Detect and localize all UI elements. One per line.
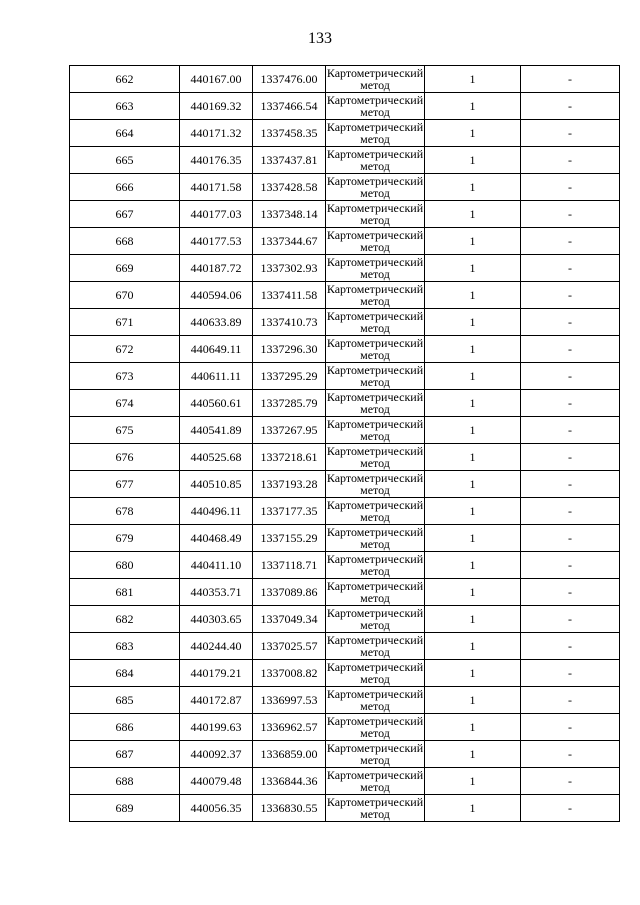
method-line-1: Картометрический (326, 201, 424, 215)
precision-cell: 1 (425, 471, 521, 498)
x-coordinate-cell: 440525.68 (180, 444, 253, 471)
x-coordinate-cell: 440177.03 (180, 201, 253, 228)
method-line-2: метод (360, 105, 390, 119)
x-coordinate-cell: 440167.00 (180, 66, 253, 93)
method-line-2: метод (360, 321, 390, 335)
method-line-2: метод (360, 132, 390, 146)
point-number-cell: 681 (70, 579, 180, 606)
x-coordinate-cell: 440496.11 (180, 498, 253, 525)
method-line-2: метод (360, 159, 390, 173)
point-number-cell: 667 (70, 201, 180, 228)
note-cell: - (521, 390, 620, 417)
note-cell: - (521, 120, 620, 147)
table-row (70, 633, 620, 660)
method-line-1: Картометрический (326, 309, 424, 323)
method-line-2: метод (360, 591, 390, 605)
point-number-cell: 671 (70, 309, 180, 336)
method-line-2: метод (360, 348, 390, 362)
y-coordinate-cell: 1336844.36 (253, 768, 326, 795)
method-line-1: Картометрический (326, 120, 424, 134)
method-line-1: Картометрический (326, 444, 424, 458)
point-number-cell: 682 (70, 606, 180, 633)
precision-cell: 1 (425, 498, 521, 525)
point-number-cell: 668 (70, 228, 180, 255)
y-coordinate-cell: 1337428.58 (253, 174, 326, 201)
method-line-1: Картометрический (326, 147, 424, 161)
table-row (70, 525, 620, 552)
method-line-1: Картометрический (326, 336, 424, 350)
table-row (70, 363, 620, 390)
method-line-2: метод (360, 780, 390, 794)
note-cell: - (521, 363, 620, 390)
method-line-2: метод (360, 753, 390, 767)
y-coordinate-cell: 1337344.67 (253, 228, 326, 255)
point-number-cell: 670 (70, 282, 180, 309)
method-cell (326, 120, 425, 147)
y-coordinate-cell: 1337466.54 (253, 93, 326, 120)
note-cell: - (521, 66, 620, 93)
note-cell: - (521, 660, 620, 687)
table-row (70, 336, 620, 363)
table-row (70, 741, 620, 768)
note-cell: - (521, 579, 620, 606)
table-row (70, 417, 620, 444)
x-coordinate-cell: 440353.71 (180, 579, 253, 606)
x-coordinate-cell: 440169.32 (180, 93, 253, 120)
y-coordinate-cell: 1337348.14 (253, 201, 326, 228)
y-coordinate-cell: 1337295.29 (253, 363, 326, 390)
method-line-1: Картометрический (326, 228, 424, 242)
method-line-1: Картометрический (326, 471, 424, 485)
method-line-2: метод (360, 213, 390, 227)
y-coordinate-cell: 1336962.57 (253, 714, 326, 741)
table-row (70, 660, 620, 687)
method-cell (326, 228, 425, 255)
method-cell (326, 606, 425, 633)
method-cell (326, 498, 425, 525)
table-row (70, 93, 620, 120)
method-line-2: метод (360, 645, 390, 659)
precision-cell: 1 (425, 66, 521, 93)
note-cell: - (521, 687, 620, 714)
y-coordinate-cell: 1337089.86 (253, 579, 326, 606)
method-cell (326, 471, 425, 498)
note-cell: - (521, 282, 620, 309)
point-number-cell: 675 (70, 417, 180, 444)
y-coordinate-cell: 1337458.35 (253, 120, 326, 147)
point-number-cell: 683 (70, 633, 180, 660)
precision-cell: 1 (425, 201, 521, 228)
y-coordinate-cell: 1337296.30 (253, 336, 326, 363)
note-cell: - (521, 471, 620, 498)
method-line-2: метод (360, 726, 390, 740)
method-line-2: метод (360, 456, 390, 470)
table-row (70, 687, 620, 714)
precision-cell: 1 (425, 552, 521, 579)
x-coordinate-cell: 440177.53 (180, 228, 253, 255)
table-row (70, 255, 620, 282)
y-coordinate-cell: 1337437.81 (253, 147, 326, 174)
y-coordinate-cell: 1337267.95 (253, 417, 326, 444)
y-coordinate-cell: 1337285.79 (253, 390, 326, 417)
note-cell: - (521, 174, 620, 201)
table-row (70, 174, 620, 201)
point-number-cell: 678 (70, 498, 180, 525)
x-coordinate-cell: 440560.61 (180, 390, 253, 417)
method-cell (326, 390, 425, 417)
method-line-1: Картометрический (326, 93, 424, 107)
point-number-cell: 687 (70, 741, 180, 768)
method-line-1: Картометрический (326, 579, 424, 593)
precision-cell: 1 (425, 255, 521, 282)
note-cell: - (521, 633, 620, 660)
x-coordinate-cell: 440611.11 (180, 363, 253, 390)
precision-cell: 1 (425, 714, 521, 741)
precision-cell: 1 (425, 444, 521, 471)
method-line-1: Картометрический (326, 768, 424, 782)
method-cell (326, 552, 425, 579)
table-row (70, 147, 620, 174)
point-number-cell: 685 (70, 687, 180, 714)
precision-cell: 1 (425, 633, 521, 660)
point-number-cell: 673 (70, 363, 180, 390)
precision-cell: 1 (425, 606, 521, 633)
x-coordinate-cell: 440594.06 (180, 282, 253, 309)
precision-cell: 1 (425, 336, 521, 363)
method-line-1: Картометрический (326, 417, 424, 431)
method-cell (326, 687, 425, 714)
note-cell: - (521, 417, 620, 444)
method-cell (326, 660, 425, 687)
precision-cell: 1 (425, 741, 521, 768)
y-coordinate-cell: 1336830.55 (253, 795, 326, 822)
point-number-cell: 676 (70, 444, 180, 471)
point-number-cell: 669 (70, 255, 180, 282)
y-coordinate-cell: 1337193.28 (253, 471, 326, 498)
method-line-2: метод (360, 78, 390, 92)
method-cell (326, 525, 425, 552)
note-cell: - (521, 795, 620, 822)
note-cell: - (521, 741, 620, 768)
x-coordinate-cell: 440468.49 (180, 525, 253, 552)
note-cell: - (521, 147, 620, 174)
method-line-2: метод (360, 618, 390, 632)
precision-cell: 1 (425, 795, 521, 822)
point-number-cell: 663 (70, 93, 180, 120)
x-coordinate-cell: 440411.10 (180, 552, 253, 579)
precision-cell: 1 (425, 309, 521, 336)
precision-cell: 1 (425, 525, 521, 552)
method-line-2: метод (360, 375, 390, 389)
table-row (70, 390, 620, 417)
precision-cell: 1 (425, 363, 521, 390)
table-row (70, 201, 620, 228)
precision-cell: 1 (425, 228, 521, 255)
x-coordinate-cell: 440172.87 (180, 687, 253, 714)
method-line-1: Картометрический (326, 390, 424, 404)
x-coordinate-cell: 440079.48 (180, 768, 253, 795)
method-cell (326, 417, 425, 444)
precision-cell: 1 (425, 93, 521, 120)
point-number-cell: 664 (70, 120, 180, 147)
point-number-cell: 684 (70, 660, 180, 687)
method-line-2: метод (360, 483, 390, 497)
method-cell (326, 66, 425, 93)
y-coordinate-cell: 1337476.00 (253, 66, 326, 93)
method-line-1: Картометрический (326, 687, 424, 701)
note-cell: - (521, 201, 620, 228)
x-coordinate-cell: 440633.89 (180, 309, 253, 336)
precision-cell: 1 (425, 282, 521, 309)
y-coordinate-cell: 1337177.35 (253, 498, 326, 525)
x-coordinate-cell: 440541.89 (180, 417, 253, 444)
note-cell: - (521, 606, 620, 633)
method-line-2: метод (360, 240, 390, 254)
method-cell (326, 255, 425, 282)
note-cell: - (521, 498, 620, 525)
point-number-cell: 688 (70, 768, 180, 795)
table-row (70, 579, 620, 606)
method-line-1: Картометрический (326, 741, 424, 755)
y-coordinate-cell: 1336859.00 (253, 741, 326, 768)
x-coordinate-cell: 440510.85 (180, 471, 253, 498)
note-cell: - (521, 336, 620, 363)
table-row (70, 309, 620, 336)
x-coordinate-cell: 440303.65 (180, 606, 253, 633)
precision-cell: 1 (425, 768, 521, 795)
y-coordinate-cell: 1337155.29 (253, 525, 326, 552)
table-row (70, 498, 620, 525)
method-cell (326, 282, 425, 309)
method-cell (326, 633, 425, 660)
note-cell: - (521, 552, 620, 579)
method-line-1: Картометрический (326, 282, 424, 296)
table-row (70, 795, 620, 822)
x-coordinate-cell: 440171.32 (180, 120, 253, 147)
method-cell (326, 147, 425, 174)
point-number-cell: 674 (70, 390, 180, 417)
note-cell: - (521, 93, 620, 120)
method-cell (326, 93, 425, 120)
page-number: 133 (308, 30, 332, 47)
method-line-1: Картометрический (326, 714, 424, 728)
point-number-cell: 680 (70, 552, 180, 579)
method-line-2: метод (360, 807, 390, 821)
method-line-1: Картометрический (326, 633, 424, 647)
y-coordinate-cell: 1337218.61 (253, 444, 326, 471)
x-coordinate-cell: 440056.35 (180, 795, 253, 822)
y-coordinate-cell: 1337410.73 (253, 309, 326, 336)
precision-cell: 1 (425, 660, 521, 687)
method-line-1: Картометрический (326, 795, 424, 809)
x-coordinate-cell: 440176.35 (180, 147, 253, 174)
precision-cell: 1 (425, 390, 521, 417)
method-cell (326, 741, 425, 768)
method-line-1: Картометрический (326, 255, 424, 269)
table-row (70, 714, 620, 741)
method-line-1: Картометрический (326, 66, 424, 80)
note-cell: - (521, 444, 620, 471)
method-cell (326, 201, 425, 228)
method-line-2: метод (360, 294, 390, 308)
point-number-cell: 672 (70, 336, 180, 363)
note-cell: - (521, 525, 620, 552)
method-line-1: Картометрический (326, 525, 424, 539)
table-row (70, 471, 620, 498)
y-coordinate-cell: 1337025.57 (253, 633, 326, 660)
method-cell (326, 174, 425, 201)
table-row (70, 606, 620, 633)
method-cell (326, 309, 425, 336)
x-coordinate-cell: 440179.21 (180, 660, 253, 687)
table-row (70, 66, 620, 93)
y-coordinate-cell: 1337411.58 (253, 282, 326, 309)
table-row (70, 282, 620, 309)
note-cell: - (521, 768, 620, 795)
method-cell (326, 795, 425, 822)
x-coordinate-cell: 440199.63 (180, 714, 253, 741)
method-line-2: метод (360, 429, 390, 443)
method-line-2: метод (360, 537, 390, 551)
method-line-1: Картометрический (326, 363, 424, 377)
point-number-cell: 686 (70, 714, 180, 741)
coordinates-table-body (70, 66, 620, 822)
method-line-1: Картометрический (326, 174, 424, 188)
method-line-1: Картометрический (326, 606, 424, 620)
method-line-2: метод (360, 186, 390, 200)
point-number-cell: 689 (70, 795, 180, 822)
method-cell (326, 444, 425, 471)
point-number-cell: 666 (70, 174, 180, 201)
method-line-2: метод (360, 564, 390, 578)
method-line-2: метод (360, 510, 390, 524)
precision-cell: 1 (425, 579, 521, 606)
note-cell: - (521, 255, 620, 282)
y-coordinate-cell: 1337049.34 (253, 606, 326, 633)
precision-cell: 1 (425, 147, 521, 174)
x-coordinate-cell: 440187.72 (180, 255, 253, 282)
table-row (70, 552, 620, 579)
x-coordinate-cell: 440171.58 (180, 174, 253, 201)
method-cell (326, 336, 425, 363)
point-number-cell: 679 (70, 525, 180, 552)
x-coordinate-cell: 440649.11 (180, 336, 253, 363)
note-cell: - (521, 714, 620, 741)
x-coordinate-cell: 440244.40 (180, 633, 253, 660)
table-row (70, 120, 620, 147)
method-cell (326, 579, 425, 606)
precision-cell: 1 (425, 120, 521, 147)
method-cell (326, 768, 425, 795)
table-row (70, 444, 620, 471)
note-cell: - (521, 309, 620, 336)
method-line-1: Картометрический (326, 498, 424, 512)
method-cell (326, 714, 425, 741)
precision-cell: 1 (425, 174, 521, 201)
coordinates-table (69, 65, 620, 822)
table-row (70, 768, 620, 795)
note-cell: - (521, 228, 620, 255)
y-coordinate-cell: 1337302.93 (253, 255, 326, 282)
y-coordinate-cell: 1337008.82 (253, 660, 326, 687)
method-line-2: метод (360, 267, 390, 281)
table-row (70, 228, 620, 255)
point-number-cell: 662 (70, 66, 180, 93)
method-line-2: метод (360, 672, 390, 686)
method-line-1: Картометрический (326, 660, 424, 674)
point-number-cell: 677 (70, 471, 180, 498)
precision-cell: 1 (425, 417, 521, 444)
method-line-2: метод (360, 699, 390, 713)
y-coordinate-cell: 1337118.71 (253, 552, 326, 579)
method-line-1: Картометрический (326, 552, 424, 566)
method-cell (326, 363, 425, 390)
y-coordinate-cell: 1336997.53 (253, 687, 326, 714)
precision-cell: 1 (425, 687, 521, 714)
point-number-cell: 665 (70, 147, 180, 174)
method-line-2: метод (360, 402, 390, 416)
x-coordinate-cell: 440092.37 (180, 741, 253, 768)
